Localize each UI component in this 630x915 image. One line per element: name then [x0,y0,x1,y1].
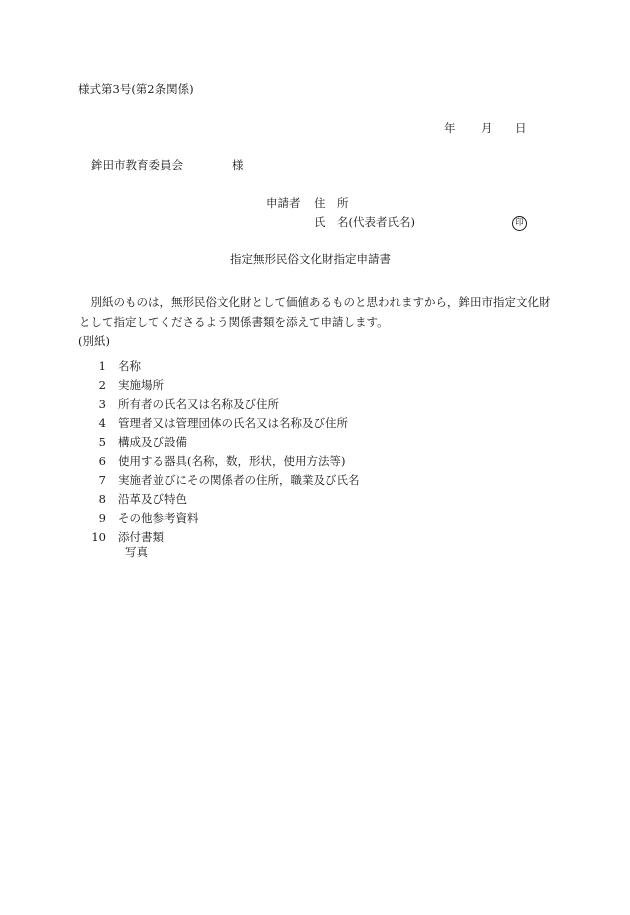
list-item [78,490,360,509]
list-item [78,509,360,528]
list-item [78,414,360,433]
list-item-number: 4 [98,416,106,430]
form-number: 様式第3号(第2条関係) [78,82,194,96]
list-item-number: 6 [98,454,106,468]
list-item-text: 実施者並びにその関係者の住所，職業及び氏名 [118,473,360,487]
list-item [78,433,360,452]
list-item-number: 2 [98,378,106,392]
date-month-label: 月 [481,121,493,135]
list-item-text: 沿革及び特色 [118,492,187,506]
list-item [78,357,360,376]
list-item-number: 10 [91,530,106,544]
list-item-text: 構成及び設備 [118,435,187,449]
annex-item-list [78,357,360,547]
list-item-text: 名称 [118,359,141,373]
list-item [78,376,360,395]
list-item-text: 実施場所 [118,378,164,392]
list-item-text: 管理者又は管理団体の氏名又は名称及び住所 [118,416,348,430]
date-year-label: 年 [444,121,456,135]
list-item-number: 5 [98,435,106,449]
list-item [78,471,360,490]
seal-icon: 印 [512,216,527,231]
list-item-number: 8 [98,492,106,506]
list-item [78,395,360,414]
list-item-number: 1 [98,359,106,373]
list-item-number: 7 [98,473,106,487]
list-item-text: 添付書類 [118,530,164,544]
annex-label: (別紙) [78,334,110,348]
applicant-name-label: 氏 名(代表者氏名) [314,215,415,229]
list-item-text: 使用する器具(名称，数，形状，使用方法等) [118,454,346,468]
addressee-name: 鉾田市教育委員会 [91,158,183,172]
document-title: 指定無形民俗文化財指定申請書 [230,252,391,266]
list-item-number: 3 [98,397,106,411]
attachment-sub-item: 写真 [125,545,148,559]
list-item-text: その他参考資料 [118,511,199,525]
list-item-text: 所有者の氏名又は名称及び住所 [118,397,279,411]
list-item [78,528,360,547]
date-day-label: 日 [515,121,527,135]
applicant-address-label: 住 所 [314,196,349,210]
applicant-label: 申請者 [266,196,301,210]
application-body-text: 別紙のものは，無形民俗文化財として価値あるものと思われますから，鉾田市指定文化財として指定してくださるよう関係書類を添えて申請します。 [79,295,551,329]
list-item [78,452,360,471]
addressee-honorific: 様 [232,158,244,172]
list-item-number: 9 [98,511,106,525]
